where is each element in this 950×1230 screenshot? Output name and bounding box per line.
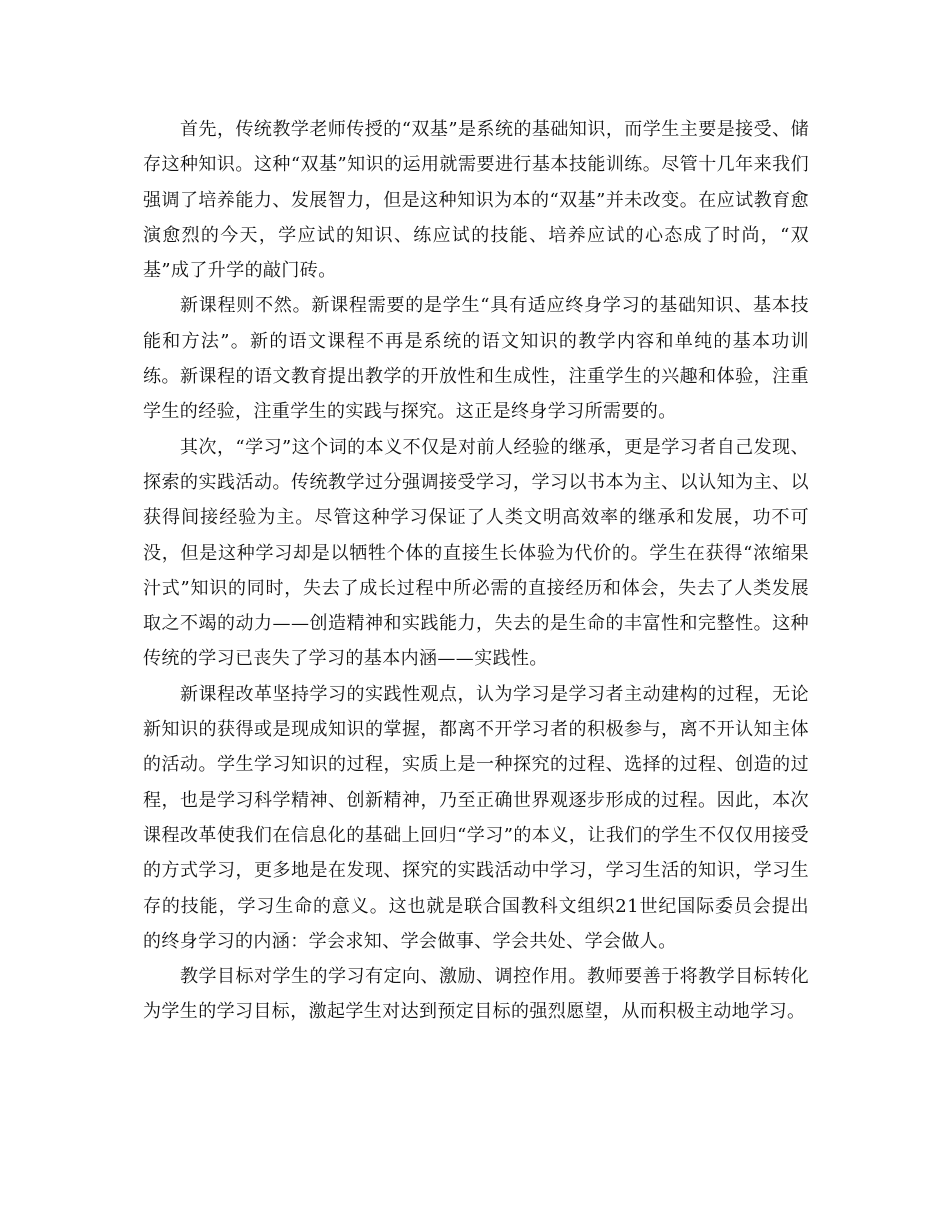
paragraph-4: 新课程改革坚持学习的实践性观点，认为学习是学习者主动建构的过程，无论新知识的获得或是现成知识的掌握，都离不开学习者的积极参与，离不开认知主体的活动。学生学习知识的过程，实质上是一种探究的过程、选择的过程、创造的过程，也是学习科学精神、创新精神，乃至正确世界观逐步形成的过程。因此，本次课程改革使我们在信息化的基础上回归“学习”的本义，让我们的学生不仅仅用接受的方式学习，更多地是在发现、探究的实践活动中学习，学习生活的知识，学习生存的技能，学习生命的意义。这也就是联合国教科文组织21世纪国际委员会提出的终身学习的内涵：学会求知、学会做事、学会共处、学会做人。 bbox=[143, 683, 809, 952]
paragraph-2: 新课程则不然。新课程需要的是学生“具有适应终身学习的基础知识、基本技能和方法”。新的语文课程不再是系统的语文知识的教学内容和单纯的基本功训练。新课程的语文教育提出教学的开放性和生成性，注重学生的兴趣和体验，注重学生的经验，注重学生的实践与探究。这正是终身学习所需要的。 bbox=[143, 295, 809, 423]
paragraph-5: 教学目标对学生的学习有定向、激励、调控作用。教师要善于将教学目标转化为学生的学习目标，激起学生对达到预定目标的强烈愿望，从而积极主动地学习。 bbox=[143, 966, 809, 1023]
paragraph-3: 其次，“学习”这个词的本义不仅是对前人经验的继承，更是学习者自己发现、探索的实践活动。传统教学过分强调接受学习，学习以书本为主、以认知为主、以获得间接经验为主。尽管这种学习保证了人类文明高效率的继承和发展，功不可没，但是这种学习却是以牺牲个体的直接生长体验为代价的。学生在获得“浓缩果汁式”知识的同时，失去了成长过程中所必需的直接经历和体会，失去了人类发展取之不竭的动力——创造精神和实践能力，失去的是生命的丰富性和完整性。这种传统的学习已丧失了学习的基本内涵——实践性。 bbox=[143, 436, 809, 670]
document-body bbox=[143, 112, 809, 1030]
paragraph-1: 首先，传统教学老师传授的“双基”是系统的基础知识，而学生主要是接受、储存这种知识。这种“双基”知识的运用就需要进行基本技能训练。尽管十几年来我们强调了培养能力、发展智力，但是这种知识为本的“双基”并未改变。在应试教育愈演愈烈的今天，学应试的知识、练应试的技能、培养应试的心态成了时尚，“双基”成了升学的敲门砖。 bbox=[143, 119, 809, 282]
